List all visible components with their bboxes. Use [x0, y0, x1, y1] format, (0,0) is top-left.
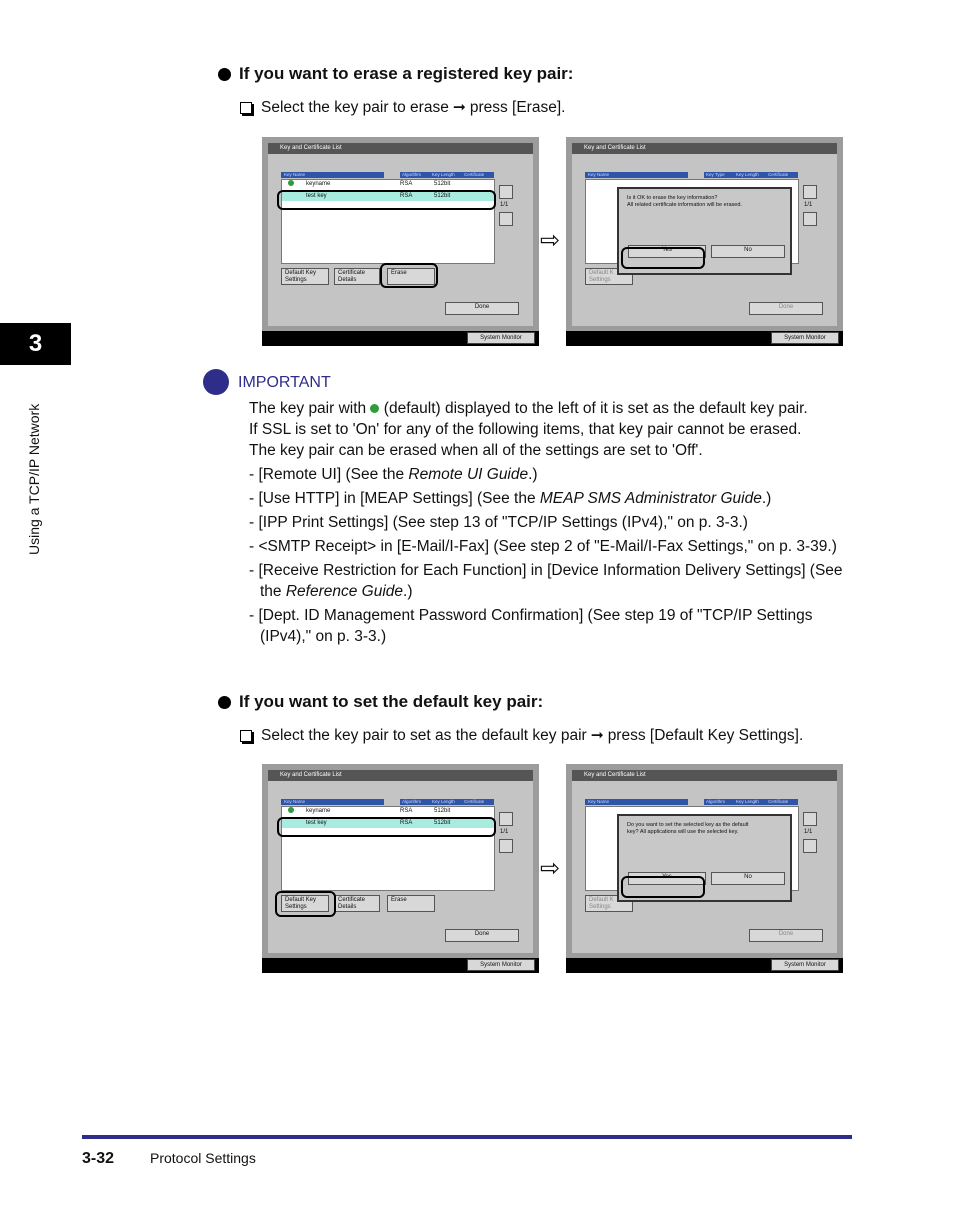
- screen-panel: [572, 781, 837, 953]
- checkbox-icon: [240, 102, 252, 114]
- default-key-icon: [288, 807, 294, 813]
- screen-title-bar: Key and Certificate List: [268, 143, 533, 154]
- screen-panel: [268, 154, 533, 326]
- section-heading-default: If you want to set the default key pair:: [218, 692, 543, 712]
- screen-footer: [566, 958, 843, 973]
- default-key-settings-button[interactable]: Default Key Settings: [281, 895, 329, 912]
- highlight-ring: [621, 876, 705, 898]
- done-button[interactable]: Done: [445, 302, 519, 315]
- column-certificate: Certificate: [766, 172, 798, 178]
- list-item-selected[interactable]: test key RSA 512bit: [282, 192, 494, 201]
- highlight-ring: [275, 891, 336, 917]
- arrow-right-icon: ⇨: [540, 227, 561, 254]
- screen-footer: [262, 958, 539, 973]
- highlight-ring: [277, 190, 496, 210]
- column-key-name: Key Name: [585, 172, 688, 178]
- step-erase: Select the key pair to erase ➞ press [Erase].: [240, 98, 565, 117]
- screenshot-key-list-default: [262, 764, 539, 973]
- screen-panel: [268, 781, 533, 953]
- certificate-details-button[interactable]: Certificate Details: [334, 268, 380, 285]
- list-item: - [Dept. ID Management Password Confirmation] (See step 19 of "TCP/IP Settings (IPv4)," on p. 3-3.): [249, 607, 813, 645]
- system-monitor-button[interactable]: System Monitor: [467, 959, 535, 971]
- system-monitor-button[interactable]: System Monitor: [771, 959, 839, 971]
- chapter-title: Using a TCP/IP Network: [26, 403, 42, 555]
- column-key-length: Key Length: [430, 172, 462, 178]
- column-key-length: Key Length: [734, 172, 766, 178]
- done-button[interactable]: Done: [445, 929, 519, 942]
- column-certificate: Certificate: [462, 799, 494, 805]
- column-key-name: Key Name: [585, 799, 688, 805]
- scroll-down-button[interactable]: [803, 212, 817, 226]
- screen-footer: [566, 331, 843, 346]
- list-item: - [Remote UI] (See the Remote UI Guide.): [249, 466, 538, 483]
- highlight-ring: [277, 817, 496, 837]
- screen-title-bar: Key and Certificate List: [268, 770, 533, 781]
- default-key-settings-button[interactable]: Default Key Settings: [281, 268, 329, 285]
- dialog-message: Is it OK to erase the key information? All related certificate information will be erased.: [627, 195, 742, 208]
- default-key-icon: [288, 180, 294, 186]
- column-algorithm: Algorithm: [704, 799, 734, 805]
- bullet-icon: [218, 68, 231, 81]
- system-monitor-button[interactable]: System Monitor: [771, 332, 839, 344]
- erase-button[interactable]: Erase: [387, 895, 435, 912]
- right-arrow-icon: ➞: [590, 727, 604, 744]
- default-key-settings-button: Default K Settings: [585, 895, 633, 912]
- screen-title-bar: Key and Certificate List: [572, 143, 837, 154]
- page-number: 3-32: [82, 1150, 115, 1167]
- yes-button[interactable]: Yes: [628, 245, 706, 258]
- column-certificate: Certificate: [462, 172, 494, 178]
- no-button[interactable]: No: [711, 872, 785, 885]
- checkbox-icon: [240, 730, 252, 742]
- arrow-right-icon: ⇨: [540, 855, 561, 882]
- dialog-message: Do you want to set the selected key as the default key? All applications will use the selected key.: [627, 822, 749, 835]
- scroll-down-button[interactable]: [499, 839, 513, 853]
- column-key-name: Key Name: [281, 172, 384, 178]
- highlight-ring: [380, 263, 438, 288]
- done-button: Done: [749, 302, 823, 315]
- column-certificate: Certificate: [766, 799, 798, 805]
- footer-rule: [82, 1135, 852, 1139]
- scroll-up-button[interactable]: [803, 812, 817, 826]
- column-key-length: Key Length: [734, 799, 766, 805]
- page-indicator: 1/1: [804, 829, 813, 835]
- highlight-ring: [621, 247, 705, 269]
- list-item: - [Use HTTP] in [MEAP Settings] (See the MEAP SMS Administrator Guide.): [249, 490, 772, 507]
- column-key-name: Key Name: [281, 799, 384, 805]
- certificate-details-button[interactable]: Certificate Details: [334, 895, 380, 912]
- screenshot-default-confirm: [566, 764, 843, 973]
- done-button: Done: [749, 929, 823, 942]
- step-default: Select the key pair to set as the default key pair ➞ press [Default Key Settings].: [240, 726, 803, 745]
- list-item[interactable]: keyname RSA 512bit: [282, 807, 494, 816]
- list-item: - <SMTP Receipt> in [E-Mail/I-Fax] (See step 2 of "E-Mail/I-Fax Settings," on p. 3-39.): [249, 538, 837, 555]
- list-item[interactable]: keyname RSA 512bit: [282, 180, 494, 189]
- erase-button[interactable]: Erase: [387, 268, 435, 285]
- scroll-down-button[interactable]: [803, 839, 817, 853]
- system-monitor-button[interactable]: System Monitor: [467, 332, 535, 344]
- list-item: - [IPP Print Settings] (See step 13 of "TCP/IP Settings (IPv4)," on p. 3-3.): [249, 514, 748, 531]
- column-key-length: Key Length: [430, 799, 462, 805]
- page-indicator: 1/1: [804, 202, 813, 208]
- footer-section: Protocol Settings: [150, 1150, 256, 1166]
- column-algorithm: Algorithm: [400, 799, 430, 805]
- default-key-settings-button: Default K Settings: [585, 268, 633, 285]
- page-indicator: 1/1: [500, 829, 509, 835]
- right-arrow-icon: ➞: [452, 99, 466, 116]
- screenshot-erase-confirm: [566, 137, 843, 346]
- important-hand-icon: [203, 369, 229, 395]
- screen-footer: [262, 331, 539, 346]
- bullet-icon: [218, 696, 231, 709]
- section-heading-erase: If you want to erase a registered key pair:: [218, 64, 573, 84]
- chapter-tab: [0, 323, 71, 365]
- no-button[interactable]: No: [711, 245, 785, 258]
- column-algorithm: Algorithm: [400, 172, 430, 178]
- page-indicator: 1/1: [500, 202, 509, 208]
- chapter-number: 3: [28, 330, 43, 357]
- scroll-up-button[interactable]: [499, 185, 513, 199]
- important-label: IMPORTANT: [238, 374, 331, 391]
- screen-title-bar: Key and Certificate List: [572, 770, 837, 781]
- list-item: - [Receive Restriction for Each Function] in [Device Information Delivery Settings] (See the Reference Guide.): [249, 562, 843, 600]
- screen-panel: [572, 154, 837, 326]
- scroll-up-button[interactable]: [803, 185, 817, 199]
- list-item-selected[interactable]: test key RSA 512bit: [282, 819, 494, 828]
- important-body: The key pair with (default) displayed to the left of it is set as the default key pair. If SSL is set to 'On' for any of the following items, that key pair cannot be erased. The key pair can be erased when all of the settings are set to 'Off'. - [Remote UI] (See the Remote UI Guide.) - [Use HTTP] in [MEAP Settings] (See the MEAP SMS Administrator Guide.) - [IPP Print Settings] (See step 13 of "TCP/IP Settings (IPv4)," on p. 3-3.) - <SMTP Receipt> in [E-Mail/I-Fax] (See step 2 of "E-Mail/I-Fax Settings," on p. 3-39.) - [Receive Restriction for Each Function] in [Device Information Delivery Settings] (See the Reference Guide.) - [Dept. ID Management Password Confirmation] (See step 19 of "TCP/IP Settings (IPv4)," on p. 3-3.): [249, 398, 859, 647]
- yes-button[interactable]: Yes: [628, 872, 706, 885]
- column-key-type: Key Type: [704, 172, 734, 178]
- default-key-icon: [370, 404, 379, 413]
- scroll-down-button[interactable]: [499, 212, 513, 226]
- scroll-up-button[interactable]: [499, 812, 513, 826]
- screenshot-key-list-erase: [262, 137, 539, 346]
